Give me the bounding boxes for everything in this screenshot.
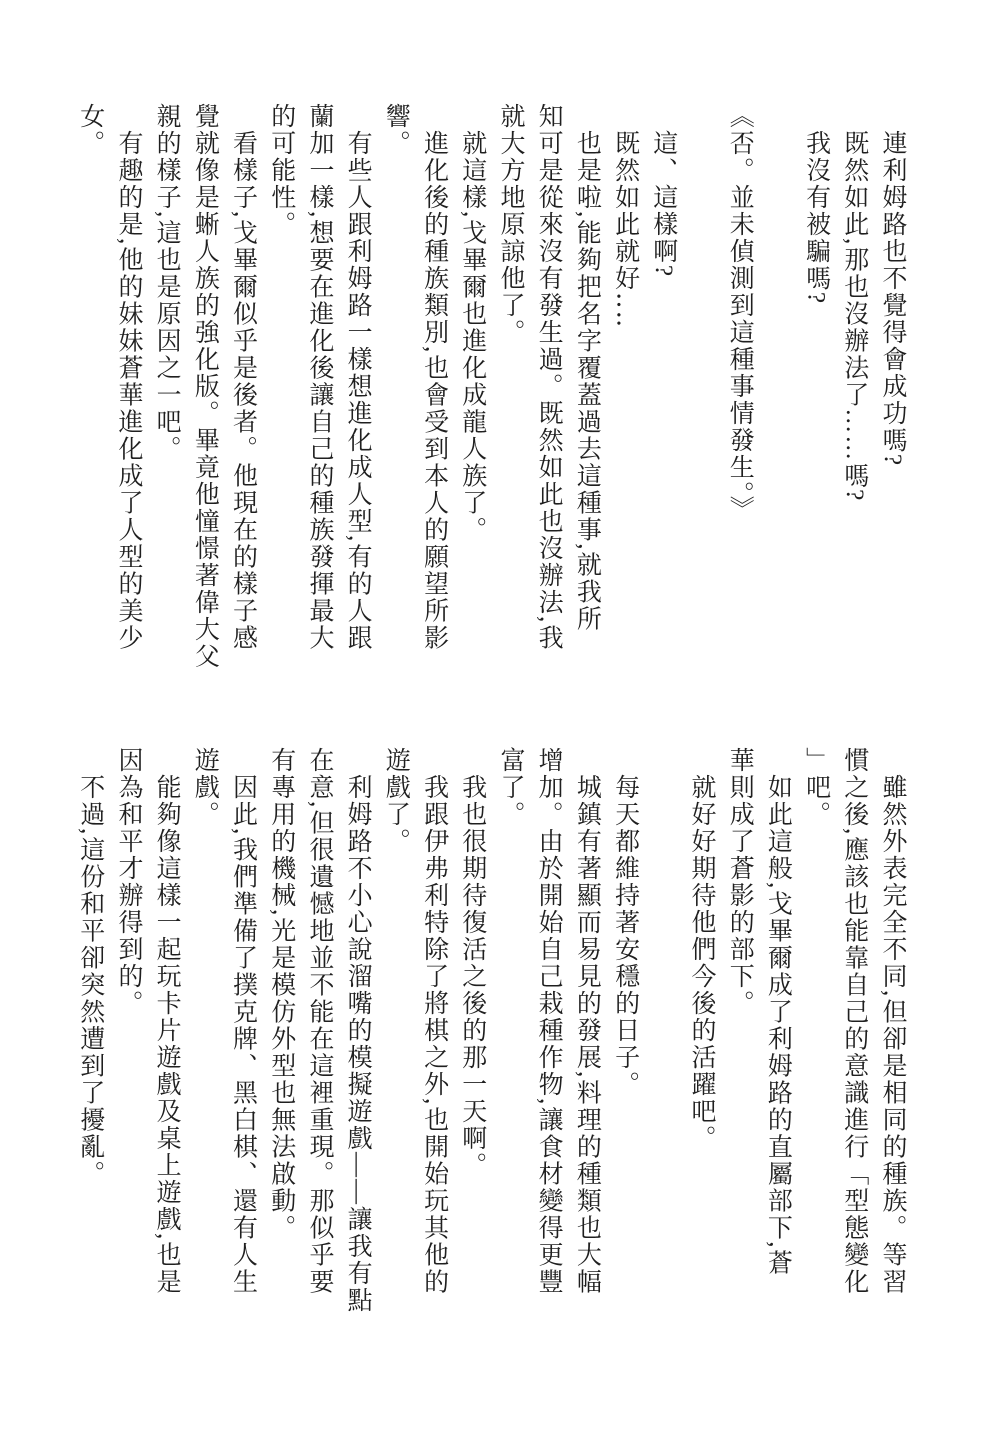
text-line: 雖然外表完全不同,但卻是相同的種族。等習 [879, 747, 906, 1296]
text-line: 知可是從來沒有發生過。既然如此也沒辦法,我 [535, 103, 563, 652]
text-line: 有趣的是,他的妹妹蒼華進化成了人型的美少 [114, 103, 142, 652]
text-line: 富了。 [496, 747, 524, 828]
text-line: 的可能性。 [267, 103, 295, 238]
text-line: 每天都維持著安穩的日子。 [611, 747, 639, 1098]
text-line: 我也很期待復活之後的那一天啊。 [458, 747, 486, 1179]
text-line: 響。 [382, 103, 410, 157]
text-line: 在意,但很遺憾地並不能在這裡重現。那似乎要 [305, 747, 333, 1296]
text-line-telepathy: 《否。並未偵測到這種事情發生。》 [726, 103, 754, 523]
text-line: 既然如此,那也沒辦法了……嗎? [840, 103, 868, 503]
text-line: 就這樣,戈畢爾也進化成龍人族了。 [458, 103, 486, 544]
text-line: 慣之後,應該也能靠自己的意識進行「型態變化 [840, 747, 868, 1296]
text-line: 華則成了蒼影的部下。 [726, 747, 754, 1017]
text-line: 有專用的機械,光是模仿外型也無法啟動。 [267, 747, 295, 1242]
text-line: 」吧。 [802, 747, 830, 828]
text-line: 進化後的種族類別,也會受到本人的願望所影 [420, 103, 448, 652]
blank-line [682, 103, 720, 670]
text-block-bottom [71, 747, 911, 1314]
text-line: 女。 [76, 103, 104, 157]
text-line: 我沒有被騙嗎? [802, 103, 830, 306]
text-line: 就大方地原諒他了。 [496, 103, 524, 346]
blank-line [644, 747, 682, 1314]
text-line: 遊戲了。 [382, 747, 410, 855]
text-line: 利姆路不小心說溜嘴的模擬遊戲——讓我有點 [344, 747, 372, 1314]
text-line: 因此,我們準備了撲克牌、黑白棋、還有人生 [229, 747, 257, 1296]
text-line: 遊戲。 [191, 747, 219, 828]
text-line: 連利姆路也不覺得會成功嗎? [879, 103, 906, 468]
text-line: 看樣子,戈畢爾似乎是後者。他現在的樣子感 [229, 103, 257, 652]
text-line: 蘭加一樣,想要在進化後讓自己的種族發揮最大 [305, 103, 333, 652]
text-line: 就好好期待他們今後的活躍吧。 [687, 747, 715, 1152]
text-line: 既然如此就好‥‥ [611, 103, 639, 330]
text-line: 也是啦,能夠把名字覆蓋過去這種事,就我所 [573, 103, 601, 633]
text-line: 能夠像這樣一起玩卡片遊戲及桌上遊戲,也是 [153, 747, 181, 1296]
text-line: 城鎮有著顯而易見的發展,料理的種類也大幅 [573, 747, 601, 1296]
text-line: 覺就像是蜥人族的強化版。畢竟他憧憬著偉大父 [191, 103, 219, 670]
text-line: 因為和平才辦得到的。 [114, 747, 142, 1017]
text-line: 增加。由於開始自己栽種作物,讓食材變得更豐 [535, 747, 563, 1296]
text-line: 這、這樣啊? [649, 103, 677, 279]
text-line: 我跟伊弗利特除了將棋之外,也開始玩其他的 [420, 747, 448, 1296]
text-block-top [71, 103, 911, 670]
text-line: 不過,這份和平卻突然遭到了擾亂。 [76, 747, 104, 1188]
text-line: 如此這般,戈畢爾成了利姆路的直屬部下,蒼 [764, 747, 792, 1277]
text-line: 親的樣子,這也是原因之一吧。 [153, 103, 181, 463]
blank-line [758, 103, 796, 670]
text-line: 有些人跟利姆路一樣想進化成人型,有的人跟 [344, 103, 372, 652]
